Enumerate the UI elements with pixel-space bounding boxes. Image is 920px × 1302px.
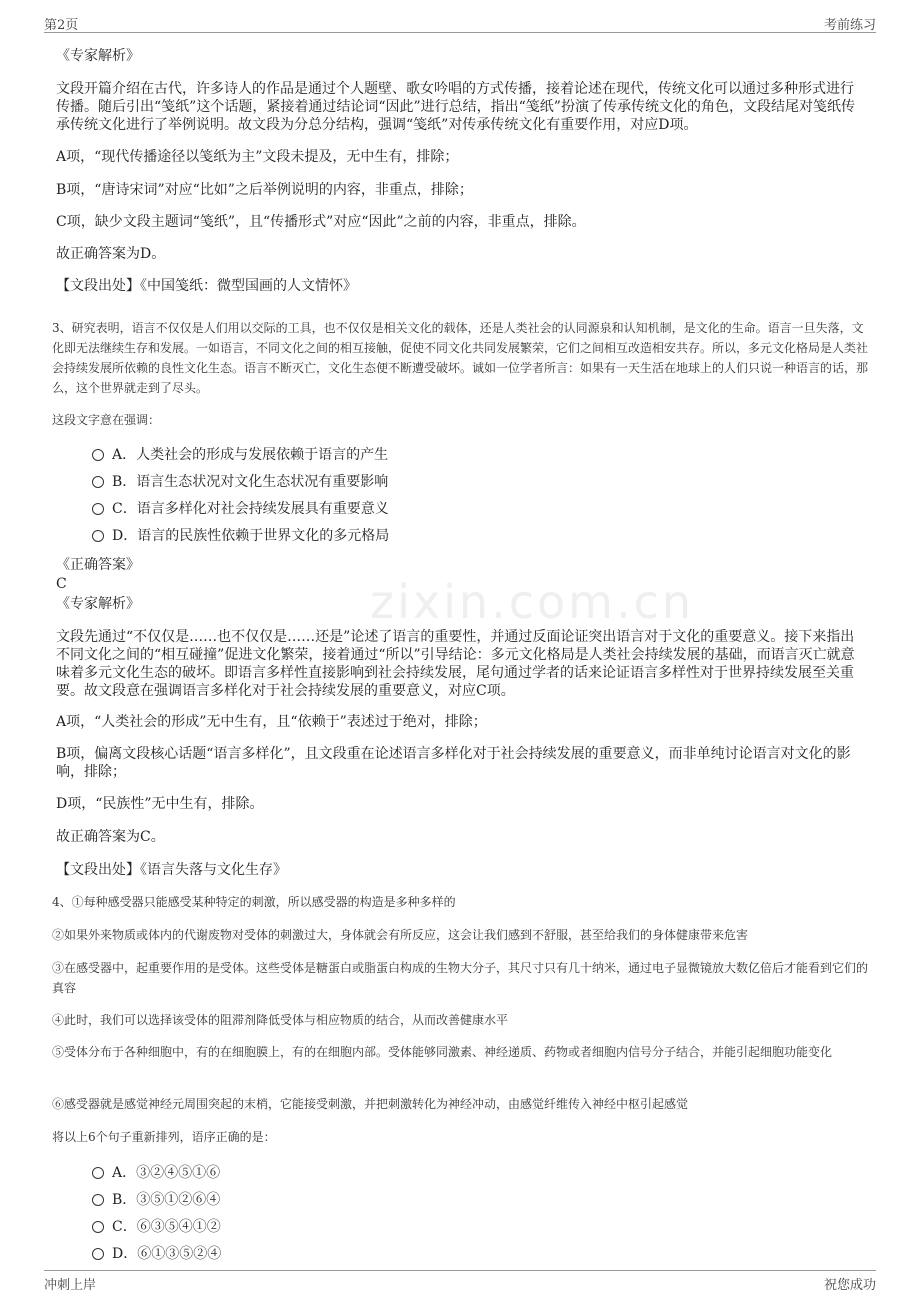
radio-icon[interactable] <box>92 503 104 515</box>
q4-option-a[interactable] <box>92 1164 220 1182</box>
option-label: A．③②④⑤①⑥ <box>112 1165 221 1181</box>
q3-option-c[interactable] <box>92 500 389 518</box>
radio-icon[interactable] <box>92 476 104 488</box>
conclusion: 故正确答案为D。 <box>56 246 166 262</box>
option-d-analysis: D项，“民族性”无中生有，排除。 <box>56 796 264 812</box>
question-4-prompt: 将以上6个句子重新排列，语序正确的是： <box>52 1130 276 1144</box>
page-header <box>44 10 876 33</box>
answer-title: 《正确答案》 <box>56 557 140 573</box>
page-footer <box>44 1270 876 1296</box>
option-a-analysis: A项，“人类社会的形成”无中生有，且“依赖于”表述过于绝对，排除； <box>56 714 487 730</box>
footer-right: 祝您成功 <box>823 1278 876 1293</box>
option-label: C．⑥③⑤④①② <box>112 1219 221 1235</box>
question-4-sentence-6: ⑥感受器就是感觉神经元周围突起的末梢，它能接受刺激，并把刺激转化为神经冲动，由感觉纤维传入神经中枢引起感觉 <box>52 1097 689 1111</box>
source: 【文段出处】《中国笺纸：微型国画的人文情怀》 <box>56 278 357 294</box>
question-4-sentence-1: 4、①每种感受器只能感受某种特定的刺激，所以感受器的构造是多种多样的 <box>52 895 456 909</box>
footer-left: 冲刺上岸 <box>44 1278 97 1293</box>
watermark: zixin.com.cn <box>370 575 695 629</box>
question-3-text: 3、研究表明，语言不仅仅是人们用以交际的工具，也不仅仅是相关文化的载体，还是人类社会的认同源泉和认知机制，是文化的生命。语言一旦失落，文化即无法继续生存和发展。一如语言，不同文化之间的相互接触，促使不同文化共同发展繁荣，它们之间相互改造相安共存。所以，多元文化格局是人类社会持续发展所依赖的良性文化生态。语言不断灭亡，文化生态便不断遭受破坏。诚如一位学者所言：如果有一天生活在地球上的人们只说一种语言的话，那么，这个世界就走到了尽头。 <box>52 321 869 395</box>
q3-option-b[interactable] <box>92 473 388 491</box>
option-label: B．③⑤①②⑥④ <box>112 1192 221 1208</box>
radio-icon[interactable] <box>92 1248 104 1260</box>
radio-icon[interactable] <box>92 1221 104 1233</box>
option-b-analysis: B项，偏离文段核心话题“语言多样化”，且文段重在论述语言多样化对于社会持续发展的重要意义，而非单纯讨论语言对文化的影响，排除； <box>56 746 851 780</box>
option-label: A．人类社会的形成与发展依赖于语言的产生 <box>112 447 389 463</box>
option-a-analysis: A项，“现代传播途径以笺纸为主”文段未提及，无中生有，排除； <box>56 149 459 165</box>
radio-icon[interactable] <box>92 1194 104 1206</box>
answer-value: C <box>56 576 67 592</box>
question-3-prompt: 这段文字意在强调： <box>52 413 161 427</box>
question-4-sentence-4: ④此时，我们可以选择该受体的阻滞剂降低受体与相应物质的结合，从而改善健康水平 <box>52 1013 509 1027</box>
question-4-sentence-3: ③在感受器中，起重要作用的是受体。这些受体是糖蛋白或脂蛋白构成的生物大分子，其尺寸只有几十纳米，通过电子显微镜放大数亿倍后才能看到它们的真容 <box>52 961 869 995</box>
question-4-sentence-5: ⑤受体分布于各种细胞中，有的在细胞膜上，有的在细胞内部。受体能够同激素、神经递质、药物或者细胞内信号分子结合，并能引起细胞功能变化 <box>52 1045 833 1059</box>
radio-icon[interactable] <box>92 530 104 542</box>
q3-option-a[interactable] <box>92 446 388 464</box>
question-4-sentence-2: ②如果外来物质或体内的代谢废物对受体的刺激过大，身体就会有所反应，这会让我们感到不舒服，甚至给我们的身体健康带来危害 <box>52 928 749 942</box>
radio-icon[interactable] <box>92 449 104 461</box>
option-label: D．⑥①③⑤②④ <box>112 1246 222 1262</box>
q4-option-b[interactable] <box>92 1191 220 1209</box>
source: 【文段出处】《语言失落与文化生存》 <box>56 862 287 878</box>
page-number: 第2页 <box>44 18 79 33</box>
option-label: D．语言的民族性依赖于世界文化的多元格局 <box>112 528 390 544</box>
q3-option-d[interactable] <box>92 527 389 545</box>
option-b-analysis: B项，“唐诗宋词”对应“比如”之后举例说明的内容，非重点，排除； <box>56 182 473 198</box>
analysis-text: 文段开篇介绍在古代，许多诗人的作品是通过个人题壁、歌女吟唱的方式传播，接着论述在现代，传统文化可以通过多种形式进行传播。随后引出“笺纸”这个话题，紧接着通过结论词“因此”进行总结，指出“笺纸”扮演了传承传统文化的角色，文段结尾对笺纸传承传统文化进行了举例说明。故文段为分总分结构，强调“笺纸”对传承传统文化有重要作用，对应D项。 <box>56 81 855 133</box>
expert-title: 《专家解析》 <box>56 48 140 64</box>
q4-option-d[interactable] <box>92 1245 221 1263</box>
option-c-analysis: C项，缺少文段主题词“笺纸”，且“传播形式”对应“因此”之前的内容，非重点，排除。 <box>56 214 586 230</box>
radio-icon[interactable] <box>92 1167 104 1179</box>
conclusion: 故正确答案为C。 <box>56 829 165 845</box>
option-label: B．语言生态状况对文化生态状况有重要影响 <box>112 474 389 490</box>
header-title: 考前练习 <box>823 18 876 33</box>
analysis-text: 文段先通过“不仅仅是……也不仅仅是……还是”论述了语言的重要性，并通过反面论证突出语言对于文化的重要意义。接下来指出不同文化之间的“相互碰撞”促进文化繁荣，接着通过“所以”引导结论：多元文化格局是人类社会持续发展的基础，而语言灭亡就意味着多元文化生态的破坏。即语言多样性直接影响到社会持续发展，尾句通过学者的话来论证语言多样性对于世界持续发展至关重要。故文段意在强调语言多样化对于社会持续发展的重要意义，对应C项。 <box>56 629 855 699</box>
expert-title: 《专家解析》 <box>56 596 140 612</box>
q4-option-c[interactable] <box>92 1218 221 1236</box>
option-label: C．语言多样化对社会持续发展具有重要意义 <box>112 501 389 517</box>
